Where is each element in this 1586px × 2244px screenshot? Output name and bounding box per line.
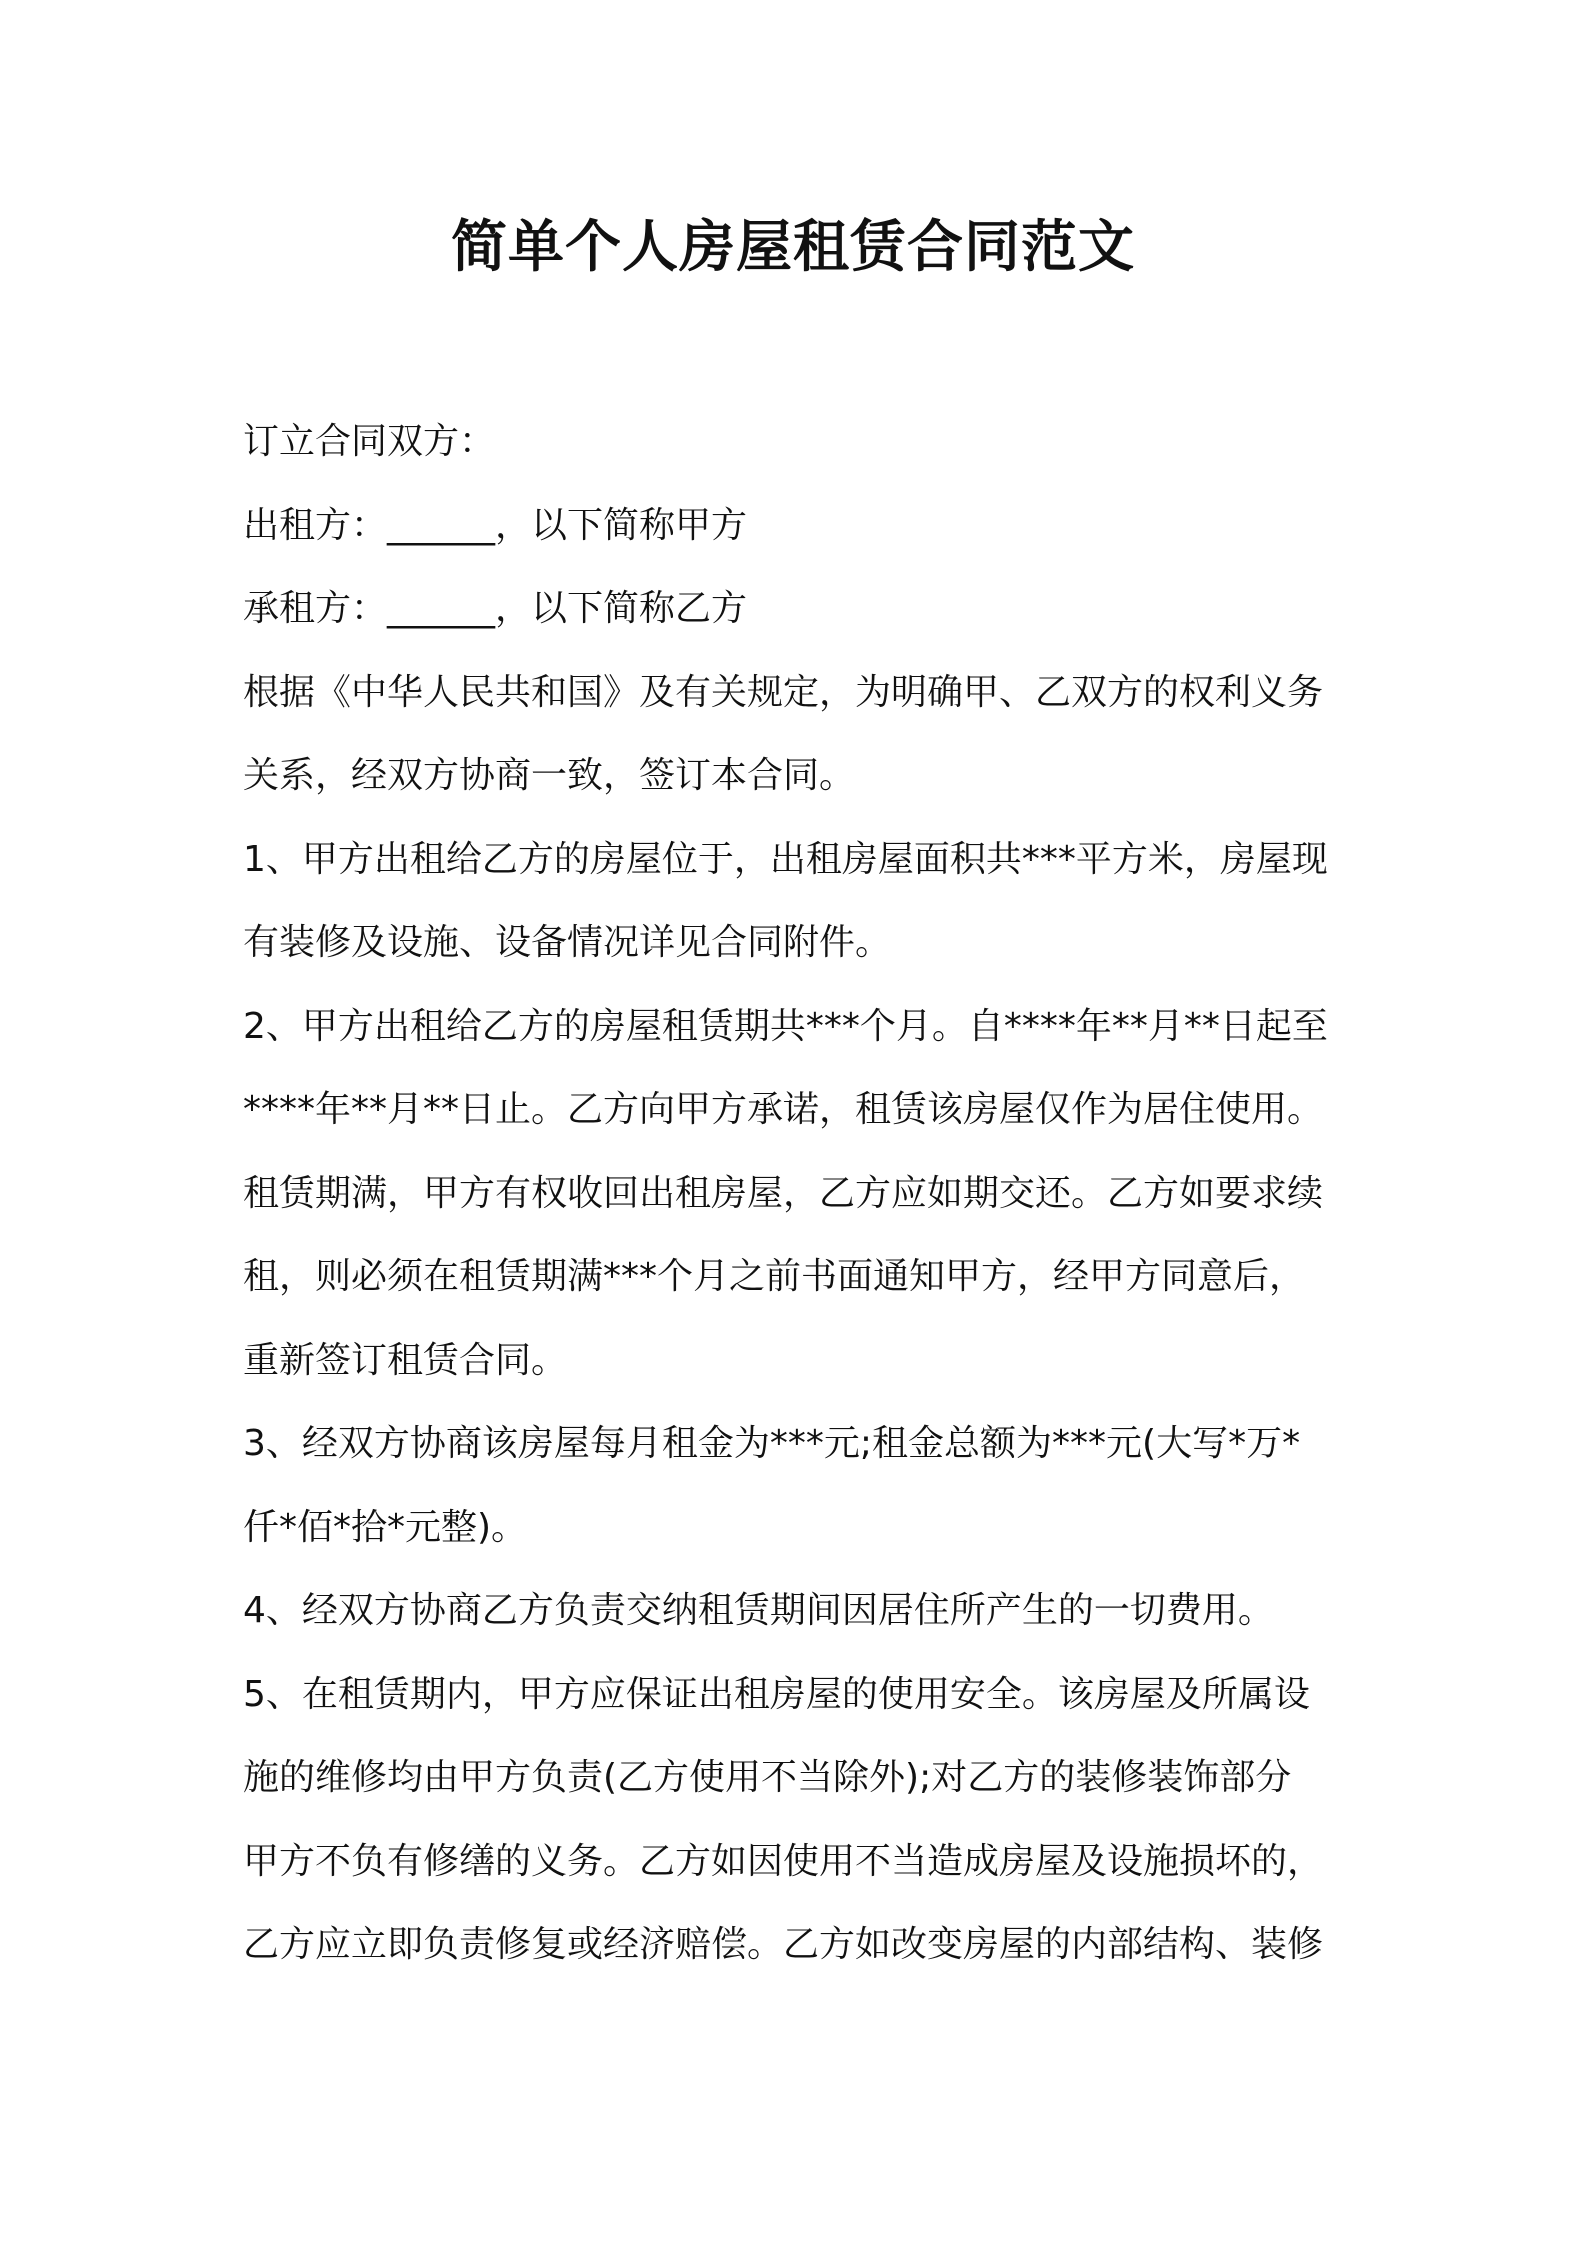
clause-2-line-2: ****年**月**日止。乙方向甲方承诺，租赁该房屋仅作为居住使用。 [243,1089,1324,1130]
document-title: 简单个人房屋租赁合同范文 [451,215,1135,280]
clause-1-line-1: 1、甲方出租给乙方的房屋位于，出租房屋面积共***平方米，房屋现 [243,838,1328,880]
clause-5-line-2: 施的维修均由甲方负责(乙方使用不当除外);对乙方的装修装饰部分 [243,1757,1292,1798]
clause-5-line-3: 甲方不负有修缮的义务。乙方如因使用不当造成房屋及设施损坏的， [243,1840,1324,1882]
clause-2-line-4: 租，则必须在租赁期满***个月之前书面通知甲方，经甲方同意后， [243,1256,1306,1297]
parties-heading: 订立合同双方： [243,421,496,462]
clause-3-line-1: 3、经双方协商该房屋每月租金为***元;租金总额为***元(大写*万* [243,1423,1301,1464]
document-body [243,400,1363,1987]
clause-4-line-1: 4、经双方协商乙方负责交纳租赁期间因居住所产生的一切费用。 [243,1590,1274,1631]
preamble-line-2: 关系，经双方协商一致，签订本合同。 [243,755,856,796]
clause-2-line-5: 重新签订租赁合同。 [243,1339,568,1381]
preamble-line-1: 根据《中华人民共和国》及有关规定，为明确甲、乙双方的权利义务 [243,671,1324,713]
lessor-line: 出租方：______，以下简称甲方 [243,504,748,546]
clause-2-line-1: 2、甲方出租给乙方的房屋租赁期共***个月。自****年**月**日起至 [243,1005,1328,1047]
clause-2-line-3: 租赁期满，甲方有权收回出租房屋，乙方应如期交还。乙方如要求续 [243,1172,1324,1214]
lessee-line: 承租方：______，以下简称乙方 [243,588,748,629]
clause-5-line-4: 乙方应立即负责修复或经济赔偿。乙方如改变房屋的内部结构、装修 [243,1924,1324,1965]
clause-3-line-2: 仟*佰*拾*元整)。 [243,1506,528,1548]
clause-5-line-1: 5、在租赁期内，甲方应保证出租房屋的使用安全。该房屋及所属设 [243,1673,1310,1715]
clause-1-line-2: 有装修及设施、设备情况详见合同附件。 [243,922,892,963]
